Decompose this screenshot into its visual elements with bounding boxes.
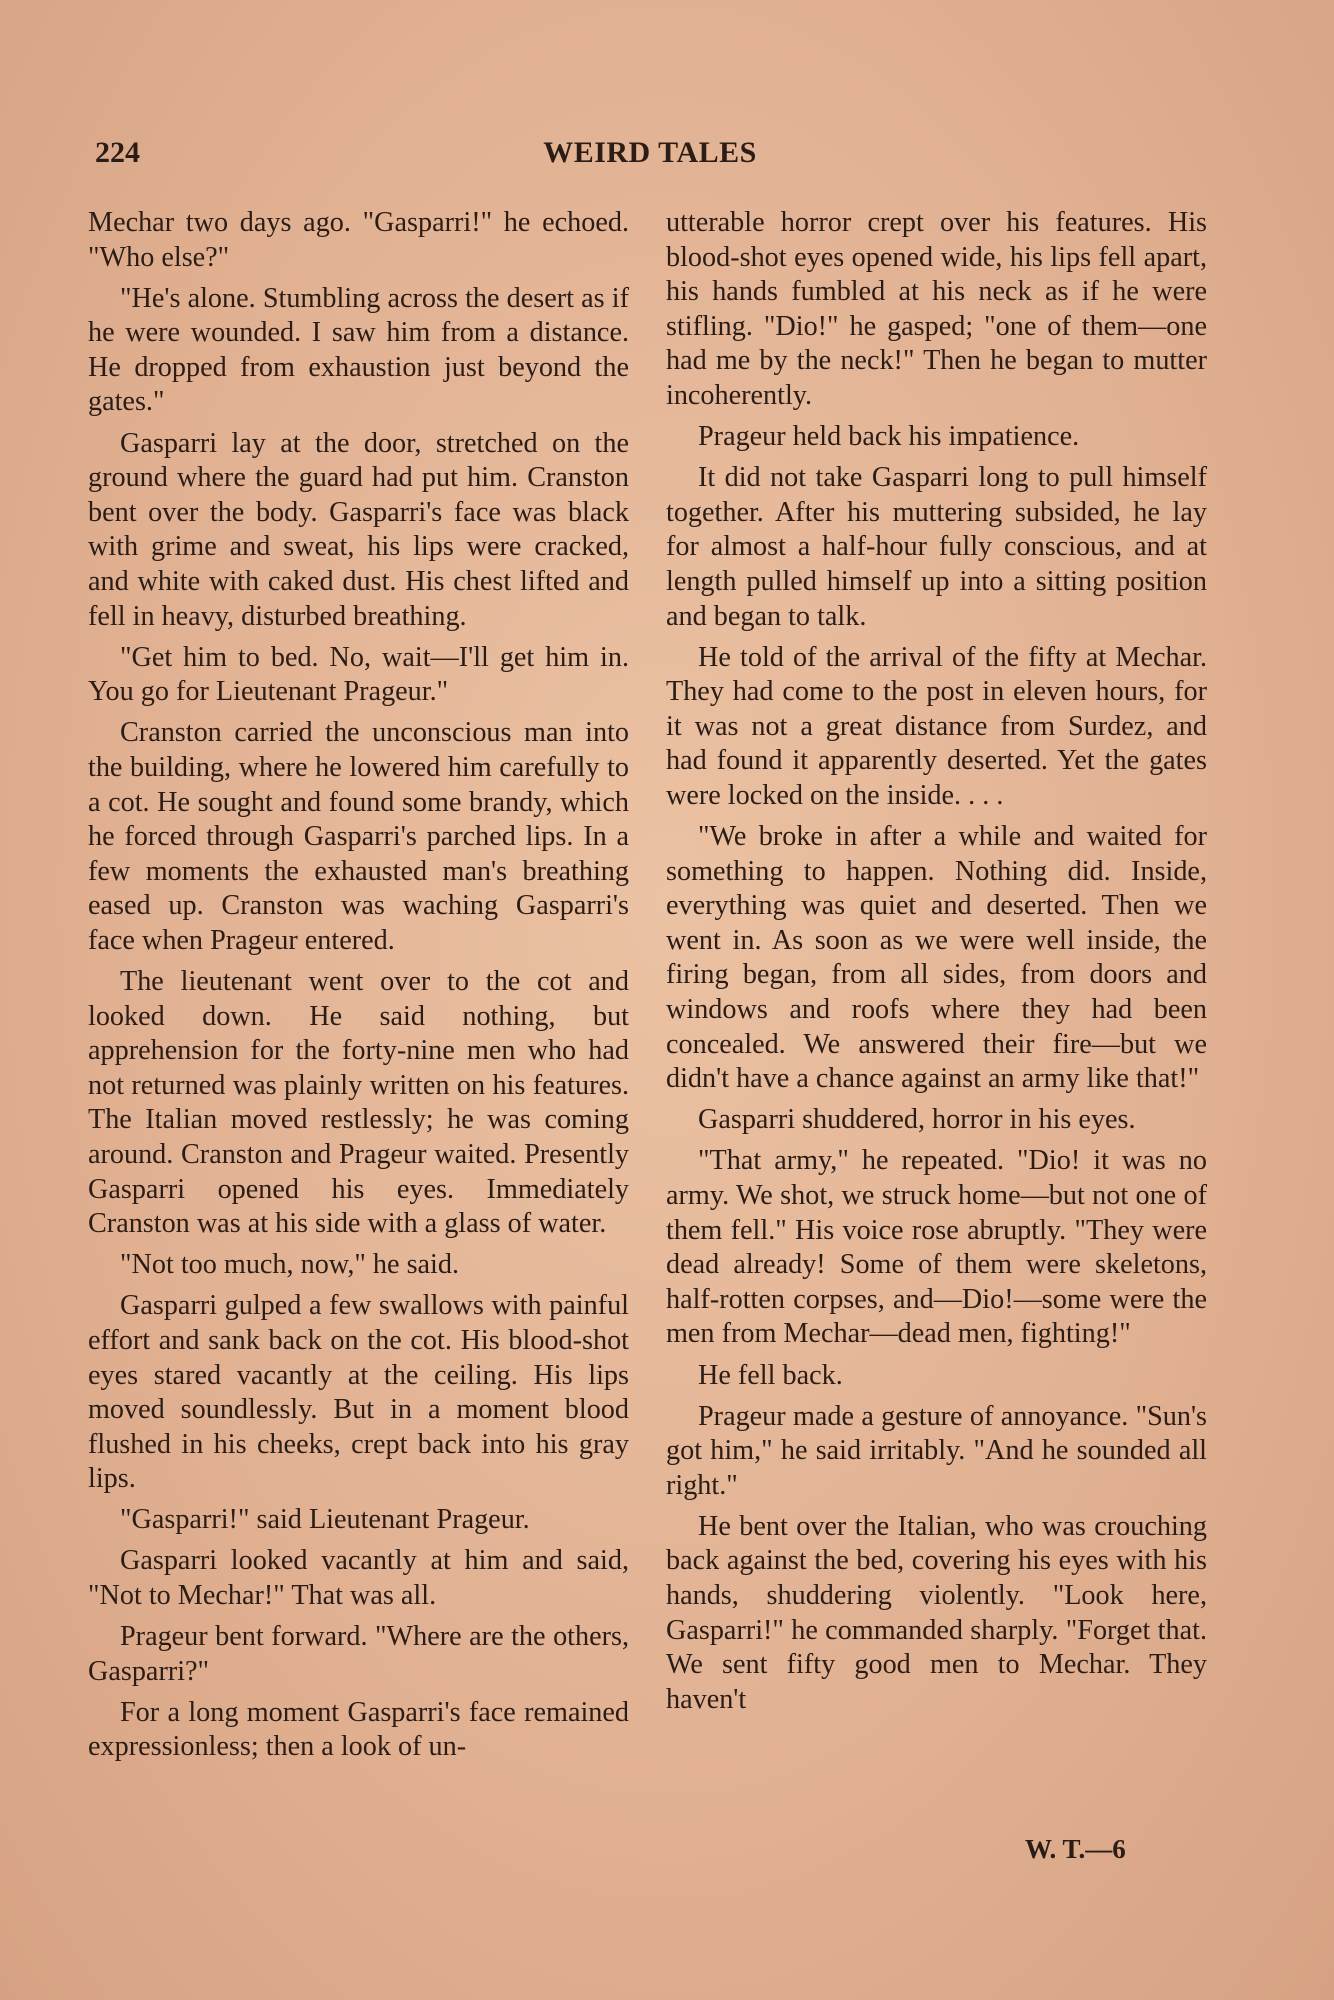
right-column: [666, 206, 1207, 1724]
paragraph: Gasparri lay at the door, stretched on the ground where the guard had put him. Cranston bent over the body. Gasparri's face was black with grime and sweat, his lips were cracked, and white with caked dust. His chest lifted and fell in heavy, disturbed breathing.: [88, 427, 629, 632]
paragraph: "Get him to bed. No, wait—I'll get him in. You go for Lieutenant Prageur.": [88, 641, 629, 708]
page-number: 224: [95, 136, 140, 169]
paragraph: Prageur made a gesture of annoyance. "Sun's got him," he said irritably. "And he sounded all right.": [666, 1400, 1207, 1501]
paragraph: He bent over the Italian, who was crouching back against the bed, covering his eyes with his hands, shuddering violently. "Look here, Gasparri!" he commanded sharply. "Forget that. We sent fifty good men to Mechar. They haven't: [666, 1510, 1207, 1715]
page-header: [95, 136, 1205, 176]
paragraph: "We broke in after a while and waited for something to happen. Nothing did. Inside, everything was quiet and deserted. Then we went in. As soon as we were well inside, the firing began, from all sides, from doors and windows and roofs where they had been concealed. We answered their fire—but we didn't have a chance against an army like that!": [666, 821, 1207, 1095]
paragraph: utterable horror crept over his features. His blood-shot eyes opened wide, his lips fell apart, his hands fumbled at his neck as if he were stifling. "Dio!" he gasped; "one of them—one had me by the neck!" Then he began to mutter incoherently.: [666, 207, 1207, 411]
paragraph: He fell back.: [698, 1359, 843, 1391]
paragraph: Prageur bent forward. "Where are the others, Gasparri?": [88, 1621, 629, 1687]
paragraph: Gasparri looked vacantly at him and said, "Not to Mechar!" That was all.: [88, 1545, 629, 1612]
left-column: [88, 206, 629, 1772]
paragraph: For a long moment Gasparri's face remained expressionless; then a look of un-: [88, 1696, 629, 1763]
paragraph: "Gasparri!" said Lieutenant Prageur.: [120, 1504, 530, 1536]
paragraph: "Not too much, now," he said.: [120, 1249, 460, 1281]
paragraph: The lieutenant went over to the cot and looked down. He said nothing, but apprehension for the forty-nine men who had not returned was plainly written on his features. The Italian moved restlessly; he was coming around. Cranston and Prageur waited. Presently Gasparri opened his eyes. Immediately Cranston was at his side with a glass of water.: [88, 965, 629, 1240]
paragraph: Cranston carried the unconscious man into the building, where he lowered him carefully to a cot. He sought and found some brandy, which he forced through Gasparri's parched lips. In a few moments the exhausted man's breathing eased up. Cranston was waching Gasparri's face when Prageur entered.: [88, 717, 629, 956]
paragraph: Mechar two days ago. "Gasparri!" he echoed. "Who else?": [88, 207, 629, 273]
paragraph: It did not take Gasparri long to pull himself together. After his muttering subsided, he lay for almost a half-hour fully conscious, and at length pulled himself up into a sitting position and began to talk.: [666, 462, 1207, 632]
paragraph: Gasparri gulped a few swallows with painful effort and sank back on the cot. His blood-shot eyes stared vacantly at the ceiling. His lips moved soundlessly. But in a moment blood flushed in his cheeks, crept back into his gray lips.: [88, 1290, 629, 1495]
running-title: WEIRD TALES: [543, 136, 757, 169]
signature-mark: W. T.—6: [1025, 1834, 1126, 1864]
paragraph: "He's alone. Stumbling across the desert as if he were wounded. I saw him from a distance. He dropped from exhaustion just beyond the gates.": [88, 282, 629, 418]
paragraph: "That army," he repeated. "Dio! it was no army. We shot, we struck home—but not one of them fell." His voice rose abruptly. "They were dead already! Some of them were skeletons, half-rotten corpses, and—Dio!—some were the men from Mechar—dead men, fighting!": [666, 1145, 1207, 1350]
paragraph: Gasparri shuddered, horror in his eyes.: [698, 1104, 1136, 1136]
paragraph: Prageur held back his impatience.: [698, 421, 1080, 453]
paragraph: He told of the arrival of the fifty at Mechar. They had come to the post in eleven hours, for it was not a great distance from Surdez, and had found it apparently deserted. Yet the gates were locked on the inside. . . .: [666, 641, 1207, 811]
